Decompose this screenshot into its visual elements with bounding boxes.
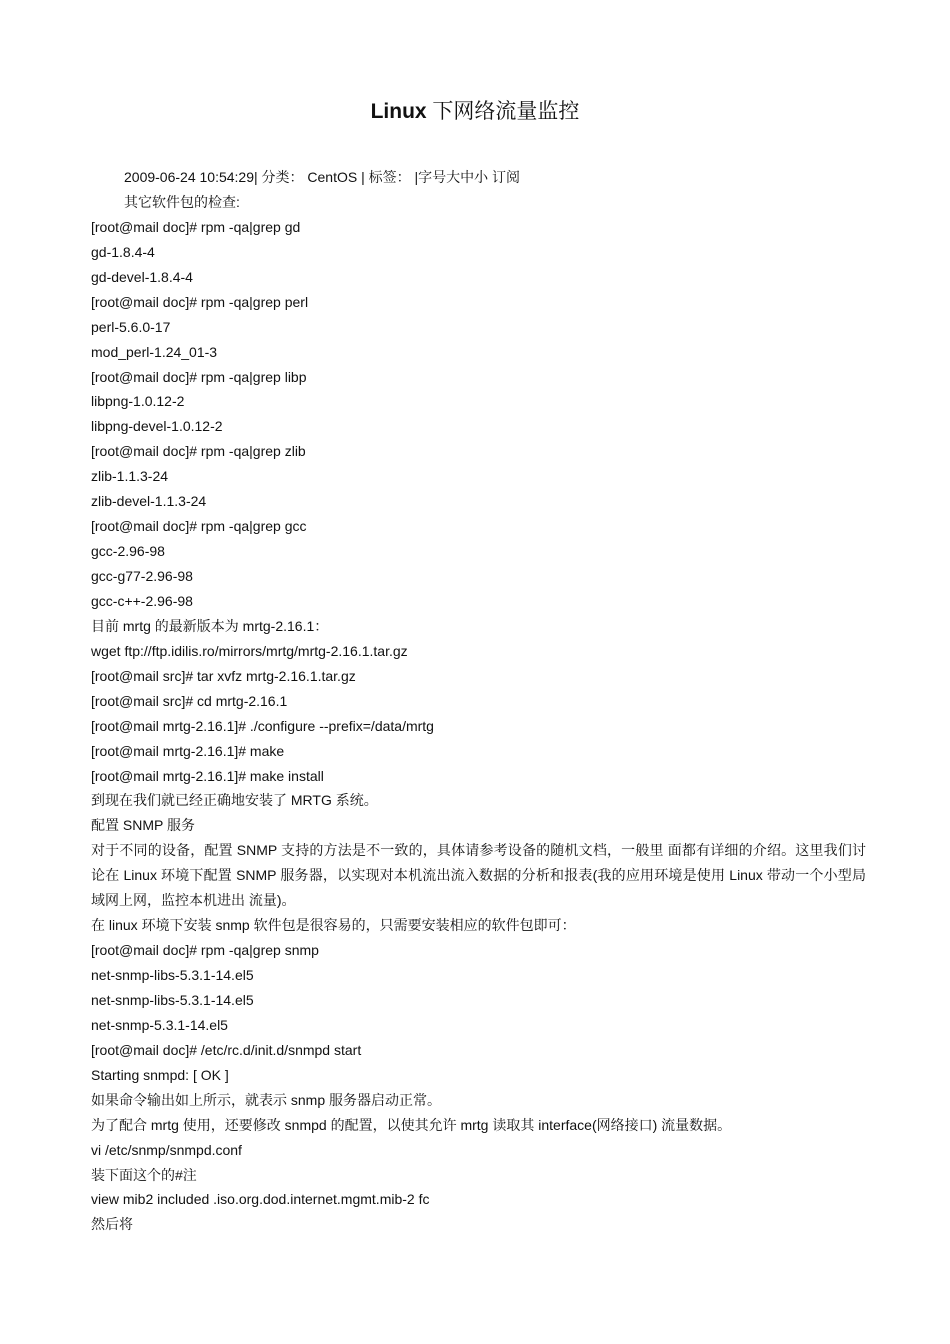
text-line: 为了配合 mrtg 使用，还要修改 snmpd 的配置，以使其允许 mrtg 读取其 interface(网络接口) 流量数据。 — [91, 1116, 732, 1133]
output-line: gcc-c++-2.96-98 — [91, 592, 193, 609]
command-line: [root@mail doc]# rpm -qa|grep gcc — [91, 518, 307, 535]
title-latin: Linux — [370, 100, 427, 123]
config-line: view mib2 included .iso.org.dod.internet.mgmt.mib-2 fc — [91, 1191, 430, 1208]
output-line: net-snmp-5.3.1-14.el5 — [91, 1016, 228, 1033]
text-line: 如果命令输出如上所示，就表示 snmp 服务器启动正常。 — [91, 1091, 442, 1108]
command-line: [root@mail doc]# rpm -qa|grep perl — [91, 293, 309, 310]
output-line: gd-devel-1.8.4-4 — [91, 268, 193, 285]
output-line: gcc-2.96-98 — [91, 543, 165, 560]
output-line: Starting snmpd: [ OK ] — [91, 1066, 229, 1083]
output-line: net-snmp-libs-5.3.1-14.el5 — [91, 967, 254, 984]
command-line: [root@mail src]# cd mrtg-2.16.1 — [91, 692, 288, 709]
post-meta: 2009-06-24 10:54:29| 分类： CentOS | 标签： |字号大中小 订阅 — [124, 169, 521, 185]
command-line: [root@mail mrtg-2.16.1]# ./configure --prefix=/data/mrtg — [91, 717, 434, 734]
section-heading: 配置 SNMP 服务 — [91, 817, 195, 834]
output-line: libpng-1.0.12-2 — [91, 393, 185, 410]
paragraph: 对于不同的设备，配置 SNMP 支持的方法是不一致的，具体请参考设备的随机文档，一般里 面都有详细的介绍。这里我们讨论在 Linux 环境下配置 SNMP 服务器，以实现对本机流出流入数据的分析和报表(我的应用环境是使用 Linux 带动一个小型局域网上网，监控本机进出 流量)。 — [91, 842, 866, 909]
command-line: [root@mail doc]# rpm -qa|grep zlib — [91, 443, 306, 460]
output-line: zlib-1.1.3-24 — [91, 468, 169, 485]
text-line: 装下面这个的#注 — [91, 1166, 197, 1183]
output-line: net-snmp-libs-5.3.1-14.el5 — [91, 991, 254, 1008]
command-line: [root@mail doc]# /etc/rc.d/init.d/snmpd start — [91, 1041, 362, 1058]
output-line: mod_perl-1.24_01-3 — [91, 343, 218, 360]
command-line: [root@mail doc]# rpm -qa|grep libp — [91, 368, 307, 385]
command-line: [root@mail mrtg-2.16.1]# make — [91, 742, 285, 759]
page-title — [0, 97, 950, 127]
text-line: 目前 mrtg 的最新版本为 mrtg-2.16.1： — [91, 617, 329, 634]
output-line: zlib-devel-1.1.3-24 — [91, 493, 207, 510]
text-line: 在 linux 环境下安装 snmp 软件包是很容易的，只需要安装相应的软件包即可： — [91, 917, 576, 934]
command-line: [root@mail doc]# rpm -qa|grep snmp — [91, 942, 319, 959]
output-line: gd-1.8.4-4 — [91, 243, 155, 260]
command-line: [root@mail doc]# rpm -qa|grep gd — [91, 218, 301, 235]
document-body — [91, 165, 866, 1237]
text-line: 然后将 — [91, 1216, 133, 1233]
intro-line: 其它软件包的检查: — [124, 193, 240, 210]
title-cjk: 下网络流量监控 — [432, 100, 580, 123]
text-line: 到现在我们就已经正确地安装了 MRTG 系统。 — [91, 792, 378, 809]
command-line: wget ftp://ftp.idilis.ro/mirrors/mrtg/mrtg-2.16.1.tar.gz — [91, 642, 408, 659]
output-line: perl-5.6.0-17 — [91, 318, 171, 335]
command-line: [root@mail mrtg-2.16.1]# make install — [91, 767, 324, 784]
command-line: vi /etc/snmp/snmpd.conf — [91, 1141, 242, 1158]
output-line: libpng-devel-1.0.12-2 — [91, 418, 223, 435]
command-line: [root@mail src]# tar xvfz mrtg-2.16.1.tar.gz — [91, 667, 356, 684]
output-line: gcc-g77-2.96-98 — [91, 568, 193, 584]
